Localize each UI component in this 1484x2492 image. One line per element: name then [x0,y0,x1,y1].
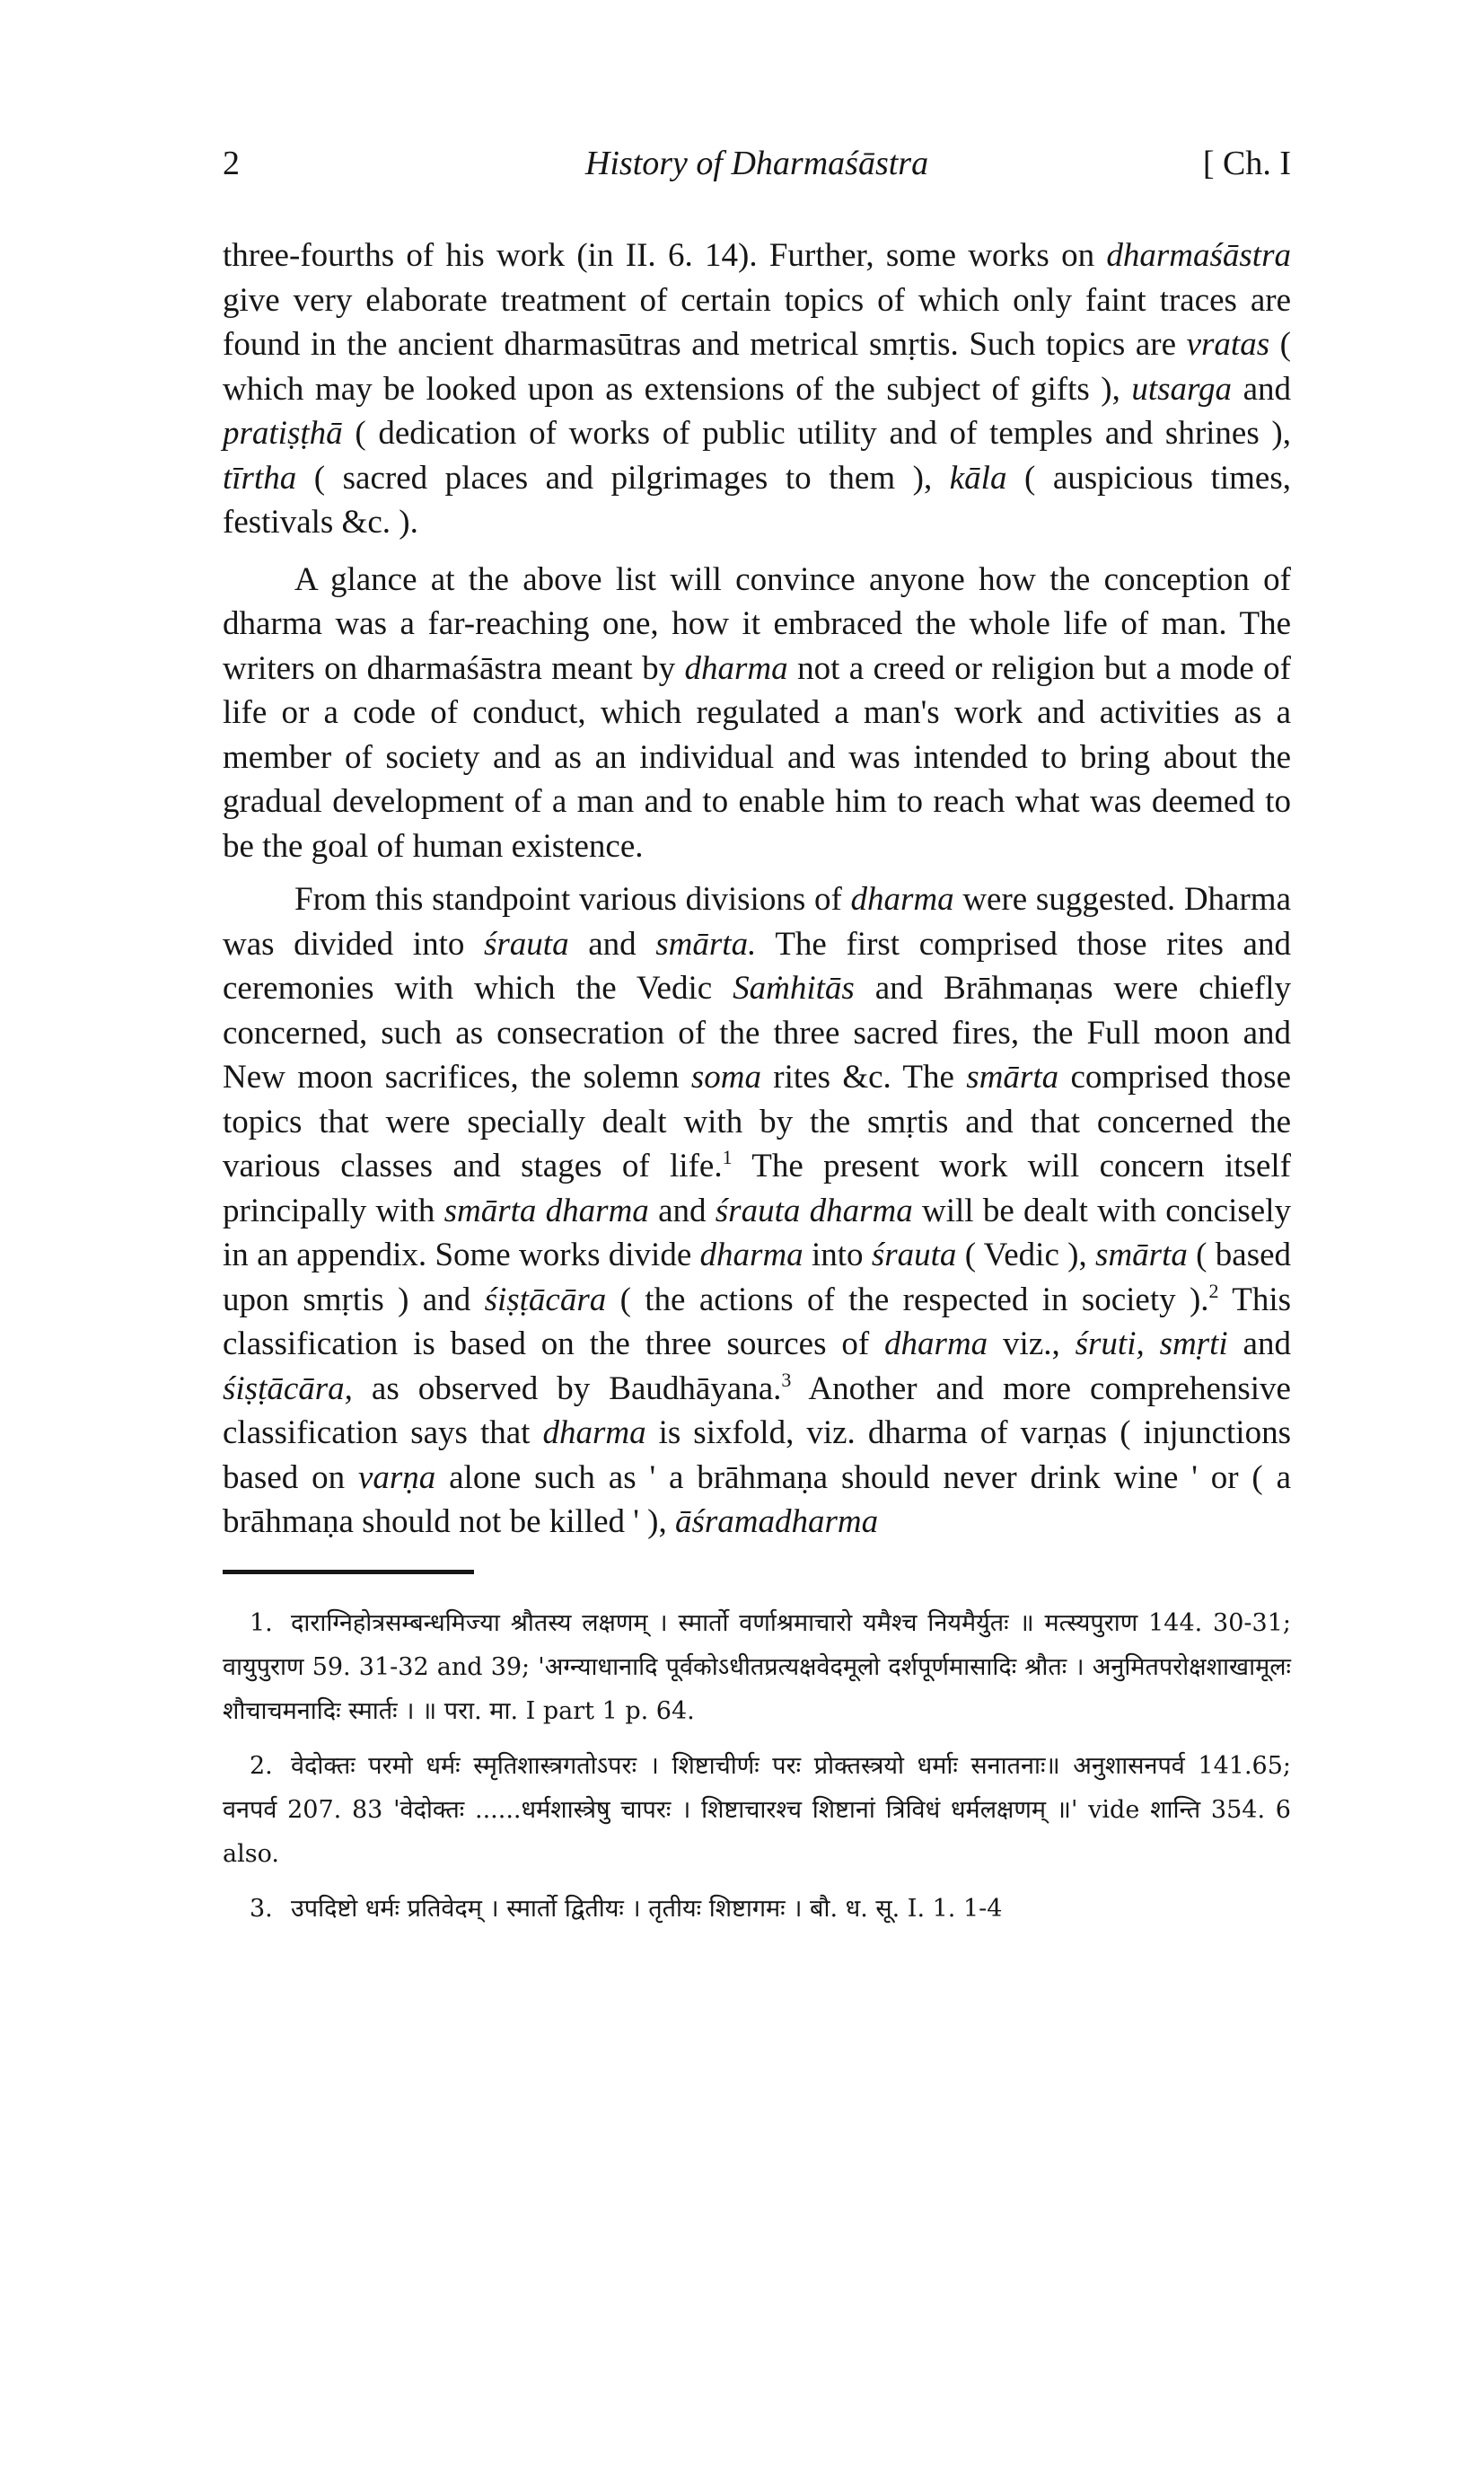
page [223,144,1291,1942]
text-run: alone such as ' a brāhmaṇa should never drink wine ' or ( a brāhmaṇa should not be killed ' ), [223,1458,1291,1540]
italic-term: śiṣṭācāra [484,1281,607,1318]
italic-term: soma [690,1059,761,1096]
text-run: were suggested. Dharma was divided into [223,881,1291,963]
italic-term: varṇa [357,1458,436,1496]
footnote-divider [223,1570,474,1574]
footnote-3 [223,1887,1291,1931]
text-run: viz., [988,1325,1076,1362]
text-run: The present work will concern itself principally with [223,1148,1292,1229]
italic-term: tīrtha [223,459,297,497]
italic-term: dharma [684,649,788,687]
paragraph-1 [223,233,1291,545]
italic-term: dharmaśāstra [1106,237,1291,274]
text-run: comprised those topics that were specially dealt with by the smṛtis and that concerned the various classes and stages of life. [223,1059,1291,1184]
chapter-label: [ Ch. I [1202,145,1291,182]
footnote-number: 1. [250,1608,273,1637]
italic-term: smārta [1095,1237,1188,1273]
body-text [223,233,1291,1545]
footnote-1 [223,1601,1291,1733]
text-run: ( dedication of works of public utility and of temples and shrines ), [342,415,1291,452]
italic-term: smārta. [655,925,757,963]
footnotes [223,1601,1291,1931]
text-run: into [803,1237,872,1273]
italic-term: śrauta [871,1237,957,1273]
text-run: ( sacred places and pilgrimages to them ), [296,459,950,497]
italic-term: utsarga [1131,370,1233,408]
text-run: will be dealt with concisely in an appendix. Some works divide [223,1192,1291,1273]
text-run: not a creed or religion but a mode of life or a code of conduct, which regulated a man's work and activities as a member of society and as an individual and was intended to bring about the gradual development of a man and to enable him to reach what was deemed to be the goal of human existence. [223,649,1292,865]
italic-term: kāla [949,459,1007,497]
italic-term: dharma [542,1414,646,1451]
text-run: ( based upon smṛtis ) and [223,1237,1292,1318]
page-number: 2 [223,145,240,182]
text-run: A glance at the above list will convince anyone how the conception of dharma was a far-reaching one, how it embraced the whole life of man. The writers on dharmaśāstra meant by [223,560,1291,687]
italic-term: śiṣṭācāra, [223,1369,353,1407]
text-run: and Brāhmaṇas were chiefly concerned, such as consecration of the three sacred fires, the Full moon and New moon sacrifices, the solemn [223,970,1291,1096]
italic-term: dharma [850,881,954,918]
footnote-ref[interactable]: 3 [781,1368,792,1391]
italic-term: smārta dharma [443,1192,649,1229]
text-run: and [1232,370,1291,408]
text-run: three-fourths of his work (in II. 6. 14). Further, some works on [223,237,1107,274]
text-run: is sixfold, viz. dharma of varṇas ( injunctions based on [223,1414,1291,1496]
italic-term: śruti, smṛti [1075,1325,1228,1362]
text-run: and [568,925,656,963]
footnote-ref[interactable]: 1 [722,1146,733,1168]
text-run: This classification is based on the three sources of [223,1281,1291,1362]
text-run: ( auspicious times, festivals &c. ). [223,459,1291,541]
italic-term: pratiṣṭhā [223,415,343,452]
text-run: as observed by Baudhāyana. [352,1369,782,1407]
footnote-number: 2. [250,1751,273,1780]
text-run: ( the actions of the respected in society ). [606,1281,1209,1318]
italic-term: dharma [699,1237,803,1273]
running-title: History of Dharmaśāstra [584,145,929,182]
text-run: and [648,1192,716,1229]
footnote-number: 3. [250,1894,273,1923]
italic-term: śrauta [484,925,569,963]
text-run: ( Vedic ), [956,1237,1096,1273]
running-head [223,144,1291,194]
italic-term: āśramadharma [675,1503,879,1540]
text-run: Another and more comprehensive classification says that [223,1369,1291,1451]
italic-term: vratas [1186,326,1270,363]
text-run: give very elaborate treatment of certain topics of which only faint traces are found in the ancient dharmasūtras and metrical smṛtis. Such topics are [223,281,1291,363]
footnote-2 [223,1744,1291,1876]
italic-term: Saṁhitās [733,970,855,1007]
footnote-ref[interactable]: 2 [1208,1279,1219,1302]
italic-term: dharma [884,1325,988,1362]
text-run: rites &c. The [760,1059,967,1096]
paragraph-2 [223,558,1291,869]
text-run: The first comprised those rites and ceremonies with which the Vedic [223,925,1291,1007]
paragraph-3 [223,877,1291,1545]
text-run: From this standpoint various divisions of [294,881,851,918]
text-run: and [1227,1325,1291,1362]
footnote-text: दाराग्निहोत्रसम्बन्धमिज्या श्रौतस्य लक्षणम् । स्मार्तो वर्णाश्रमाचारो यमैश्च नियमैर्युतः ॥ मत्स्यपुराण 144. 30-31; वायुपुराण 59. 31-32 and 39; 'अग्न्याधानादि पूर्वकोऽधीतप्रत्यक्षवेदमूलो दर्शपूर्णमासादिः श्रौतः । अनुमितपरोक्षशाखामूलः शौचाचमनादिः स्मार्तः । ॥ परा. मा. I part 1 p. 64. [223,1608,1291,1725]
footnote-text: उपदिष्टो धर्मः प्रतिवेदम् । स्मार्तो द्वितीयः । तृतीयः शिष्टागमः । बौ. ध. सू. I. 1. 1-4 [291,1894,1003,1923]
italic-term: śrauta dharma [715,1192,913,1229]
text-run: ( which may be looked upon as extensions of the subject of gifts ), [223,326,1291,408]
footnote-text: वेदोक्तः परमो धर्मः स्मृतिशास्त्रगतोऽपरः । शिष्टाचीर्णः परः प्रोक्तस्त्रयो धर्माः सनातनाः॥ अनुशासनपर्व 141.65; वनपर्व 207. 83 'वेदोक्तः ......धर्मशास्त्रेषु चापरः । शिष्टाचारश्च शिष्टानां त्रिविधं धर्मलक्षणम् ॥' vide शान्ति 354. 6 also. [223,1751,1291,1868]
italic-term: smārta [966,1059,1059,1096]
